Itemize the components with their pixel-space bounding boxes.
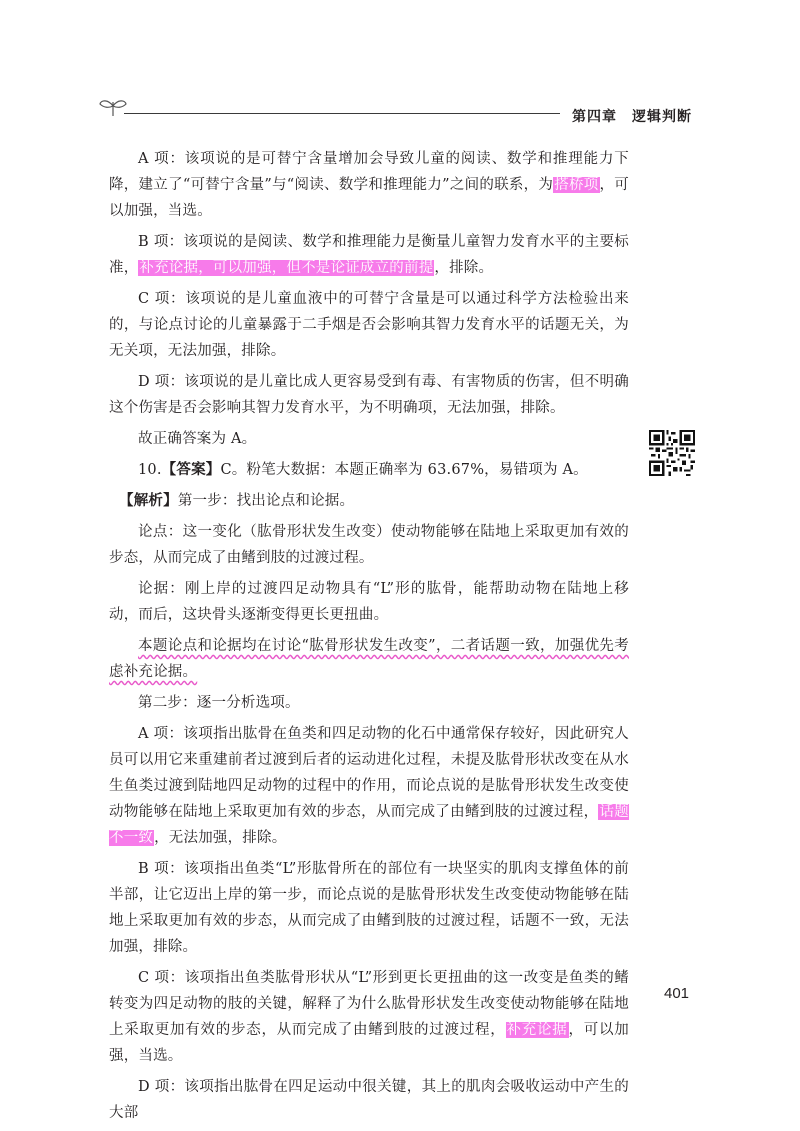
- paragraph: A 项：该项指出肱骨在鱼类和四足动物的化石中通常保存较好，因此研究人员可以用它来重建前者过渡到后者的运动进化过程，未提及肱骨形状改变在从水生鱼类过渡到陆地四足动物的过程中的作用，而论点说的是肱骨形状发生改变使动物能够在陆地上采取更加有效的步态，从而完成了由鳍到肢的过渡过程，话题不一致，无法加强，排除。: [109, 726, 629, 846]
- paragraph: 第二步：逐一分析选项。: [138, 695, 300, 711]
- page-number: 401: [664, 985, 690, 1002]
- paragraph: D 项：该项说的是儿童比成人更容易受到有毒、有害物质的伤害，但不明确这个伤害是否会影响其智力发育水平，为不明确项，无法加强，排除。: [109, 374, 629, 416]
- paragraph: D 项：该项指出肱骨在四足运动中很关键，其上的肌肉会吸收运动中产生的大部: [109, 1079, 629, 1121]
- analysis-line: 【解析】第一步：找出论点和论据。: [119, 492, 355, 509]
- chapter-title: 第四章 逻辑判断: [572, 109, 692, 125]
- main-content: [109, 146, 629, 1131]
- header-rule: [124, 113, 560, 114]
- paragraph: 故正确答案为 A。: [138, 431, 257, 447]
- paragraph: A 项：该项说的是可替宁含量增加会导致儿童的阅读、数学和推理能力下降，建立了“可替宁含量”与“阅读、数学和推理能力”之间的联系，为搭桥项，可以加强，当选。: [109, 151, 629, 219]
- highlight: 搭桥项: [554, 177, 599, 193]
- highlight: 话题不一致: [109, 804, 629, 846]
- qr-code-icon[interactable]: [649, 430, 695, 476]
- paragraph: B 项：该项指出鱼类“L”形肱骨所在的部位有一块坚实的肌肉支撑鱼体的前半部，让它迈出上岸的第一步，而论点说的是肱骨形状发生改变使动物能够在陆地上采取更加有效的步态，从而完成了由鳍到肢的过渡过程，话题不一致，无法加强，排除。: [109, 861, 629, 955]
- paragraph: C 项：该项说的是儿童血液中的可替宁含量是可以通过科学方法检验出来的，与论点讨论的儿童暴露于二手烟是否会影响其智力发育水平的话题无关，为无关项，无法加强，排除。: [109, 291, 629, 359]
- wavy-underline-text: 本题论点和论据均在讨论“肱骨形状发生改变”，二者话题一致，加强优先考虑补充论据。: [109, 638, 629, 680]
- highlight: 补充论据，可以加强，但不是论证成立的前提: [139, 260, 434, 276]
- answer-line: 10.【答案】C。粉笔大数据：本题正确率为 63.67%，易错项为 A。: [138, 461, 588, 478]
- highlight: 补充论据: [506, 1022, 568, 1038]
- paragraph: [109, 633, 629, 685]
- paragraph: C 项：该项指出鱼类肱骨形状从“L”形到更长更扭曲的这一改变是鱼类的鳍转变为四足动物的肢的关键，解释了为什么肱骨形状发生改变使动物能够在陆地上采取更加有效的步态，从而完成了由鳍到肢的过渡过程，补充论据，可以加强，当选。: [109, 970, 629, 1064]
- paragraph: 论据：刚上岸的过渡四足动物具有“L”形的肱骨，能帮助动物在陆地上移动，而后，这块骨头逐渐变得更长更扭曲。: [109, 581, 629, 623]
- leaf-ornament-icon: [98, 96, 128, 118]
- paragraph: B 项：该项说的是阅读、数学和推理能力是衡量儿童智力发育水平的主要标准，补充论据，可以加强，但不是论证成立的前提，排除。: [109, 234, 629, 276]
- paragraph: 论点：这一变化（肱骨形状发生改变）使动物能够在陆地上采取更加有效的步态，从而完成了由鳍到肢的过渡过程。: [109, 524, 629, 566]
